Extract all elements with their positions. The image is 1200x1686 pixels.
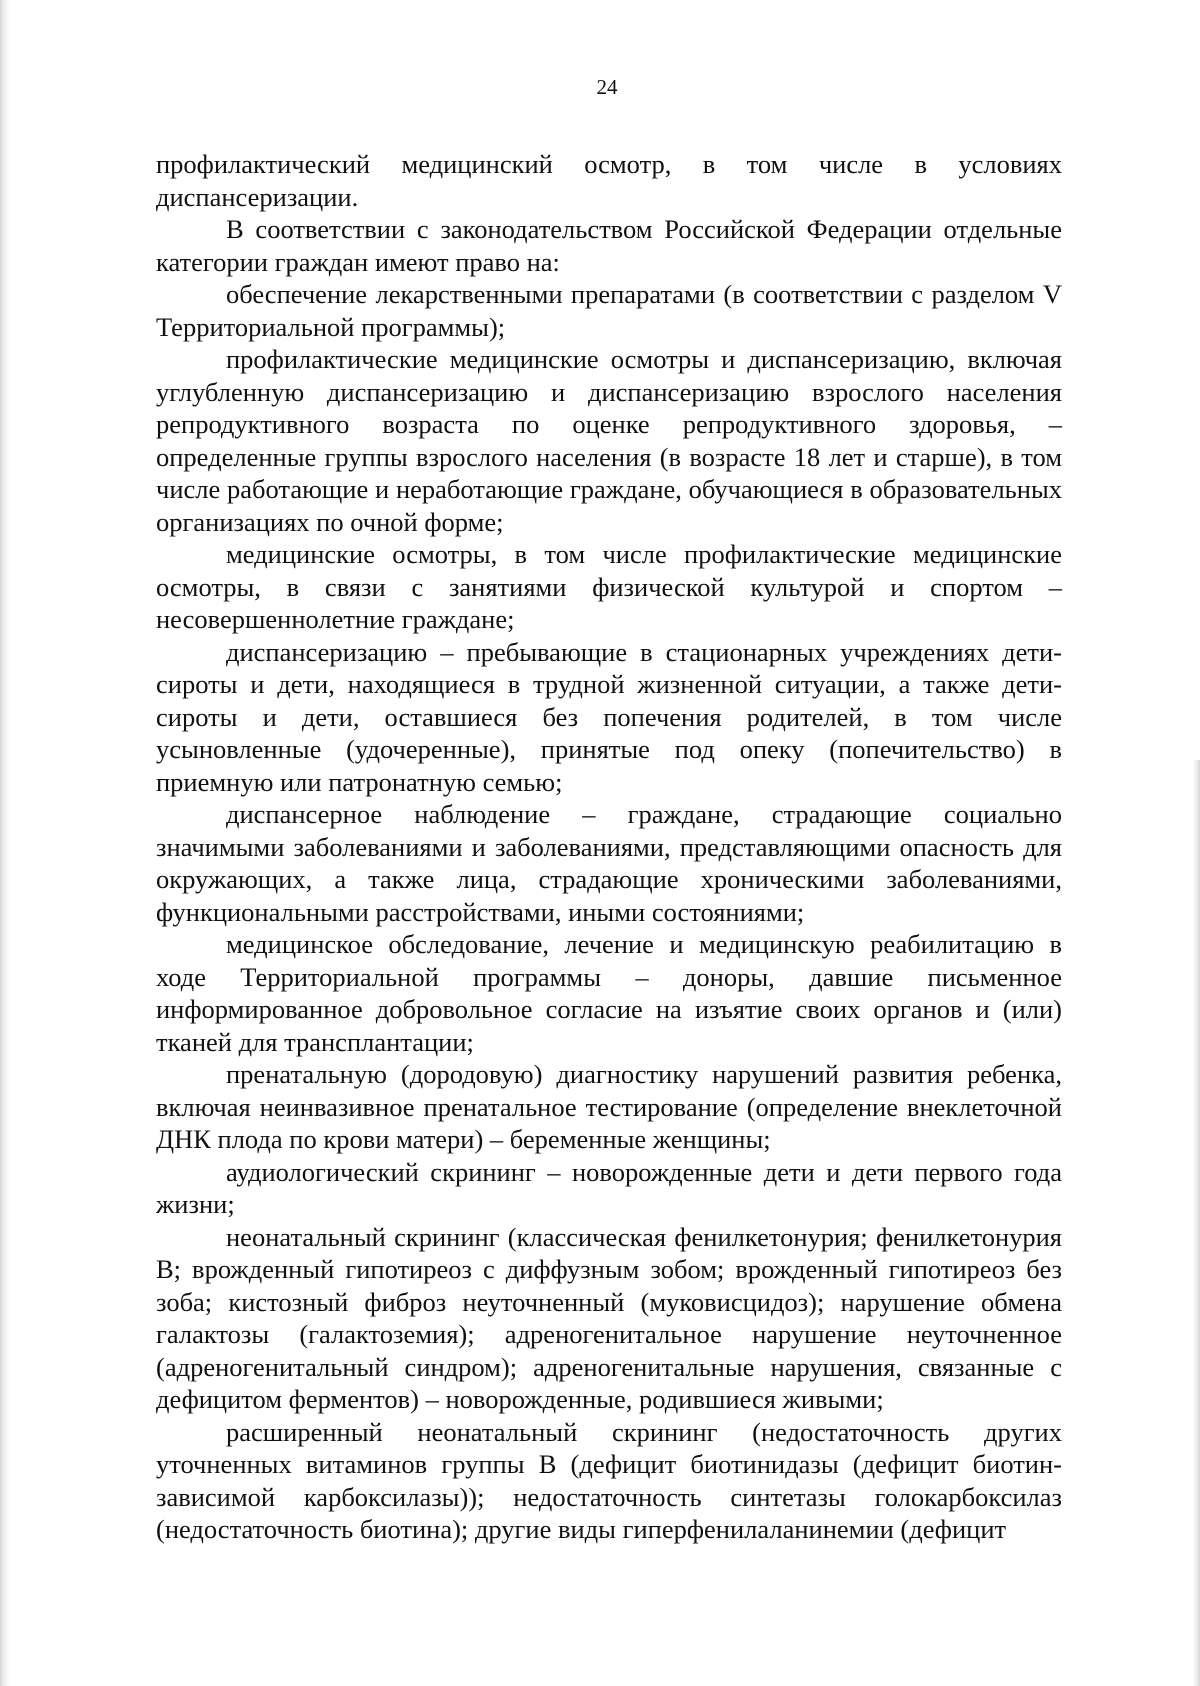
paragraph-dispensary-observation: диспансерное наблюдение – граждане, страдающие социально значимыми заболеваниями и заболеваниями, представляющими опасность для окружающих, а также лица, страдающие хроническими заболеваниями, функциональными расстройствами, иными состояниями;: [156, 799, 1062, 927]
scan-edge-right: [1192, 760, 1200, 1686]
paragraph-donors: медицинское обследование, лечение и медицинскую реабилитацию в ходе Территориальной программы – доноры, давшие письменное информированное добровольное согласие на изъятие своих органов и (или) тканей для трансплантации;: [156, 929, 1062, 1057]
paragraph-audiology: аудиологический скрининг – новорожденные дети и дети первого года жизни;: [156, 1156, 1062, 1219]
paragraph-extended-screening: расширенный неонатальный скрининг (недостаточность других уточненных витаминов группы B (дефицит биотинидазы (дефицит биотин-зависимой карбоксилазы)); недостаточность синтетазы голокарбоксилаз (недостаточность биотина); другие виды гиперфенилаланинемии (дефицит: [156, 1416, 1062, 1544]
paragraph-preventive-exams: профилактические медицинские осмотры и диспансеризацию, включая углубленную диспансеризацию и диспансеризацию взрослого населения репродуктивного возраста по оценке репродуктивного здоровья, – определенные группы взрослого населения (в возрасте 18 лет и старше), в том числе работающие и неработающие граждане, обучающиеся в образовательных организациях по очной форме;: [156, 344, 1062, 537]
paragraph-sports-exams: медицинские осмотры, в том числе профилактические медицинские осмотры, в связи с занятиями физической культурой и спортом – несовершеннолетние граждане;: [156, 539, 1062, 634]
paragraph-continuation: профилактический медицинский осмотр, в том числе в условиях диспансеризации.: [156, 149, 1062, 212]
paragraph-orphans: диспансеризацию – пребывающие в стационарных учреждениях дети-сироты и дети, находящиеся в трудной жизненной ситуации, а также дети-сироты и дети, оставшиеся без попечения родителей, в том числе усыновленные (удочеренные), принятые под опеку (попечительство) в приемную или патронатную семью;: [156, 636, 1062, 797]
page-number: 24: [596, 75, 618, 99]
paragraph-intro: В соответствии с законодательством Российской Федерации отдельные категории граждан имеют право на:: [156, 214, 1062, 277]
scan-edge-left: [0, 0, 10, 1686]
paragraph-neonatal-screening: неонатальный скрининг (классическая фенилкетонурия; фенилкетонурия B; врожденный гипотиреоз с диффузным зобом; врожденный гипотиреоз без зоба; кистозный фиброз неуточненный (муковисцидоз); нарушение обмена галактозы (галактоземия); адреногенитальное нарушение неуточненное (адреногенитальный синдром); адреногенитальные нарушения, связанные с дефицитом ферментов) – новорожденные, родившиеся живыми;: [156, 1221, 1062, 1414]
paragraph-prenatal: пренатальную (дородовую) диагностику нарушений развития ребенка, включая неинвазивное пренатальное тестирование (определение внеклеточной ДНК плода по крови матери) – беременные женщины;: [156, 1059, 1062, 1154]
paragraph-medications: обеспечение лекарственными препаратами (в соответствии с разделом V Территориальной программы);: [156, 279, 1062, 342]
document-body: [156, 148, 1062, 1546]
